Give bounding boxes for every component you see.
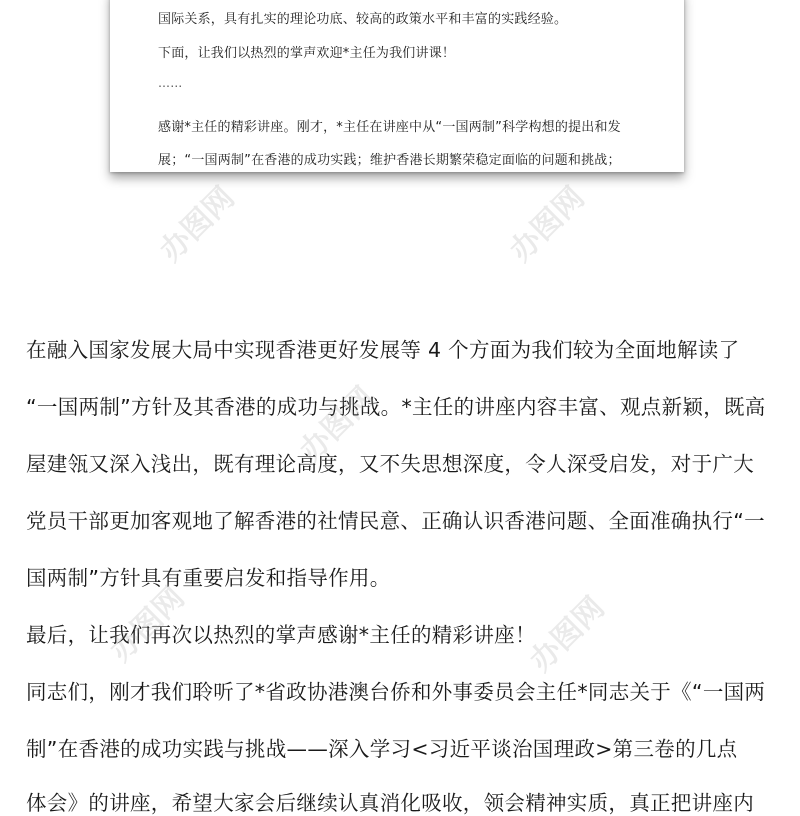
watermark: 办图网 xyxy=(103,580,192,669)
watermark: 办图网 xyxy=(293,380,382,469)
body-line-3: 屋建瓴又深入浅出，既有理论高度，又不失思想深度，令人深受启发，对于广大 xyxy=(26,452,754,476)
preview-line-ellipsis: …… xyxy=(158,76,183,90)
watermark: 办图网 xyxy=(523,590,612,679)
body-line-6: 最后，让我们再次以热烈的掌声感谢*主任的精彩讲座！ xyxy=(26,623,536,647)
body-line-1: 在融入国家发展大局中实现香港更好发展等 4 个方面为我们较为全面地解读了 xyxy=(26,338,740,362)
body-line-5: 国两制”方针具有重要启发和指导作用。 xyxy=(26,566,391,590)
body-line-2: “一国两制”方针及其香港的成功与挑战。*主任的讲座内容丰富、观点新颖，既高 xyxy=(26,395,766,419)
body-line-9: 体会》的讲座，希望大家会后继续认真消化吸收，领会精神实质，真正把讲座内 xyxy=(26,791,754,815)
body-line-7: 同志们，刚才我们聆听了*省政协港澳台侨和外事委员会主任*同志关于《“一国两 xyxy=(26,680,766,704)
preview-line-4: 感谢*主任的精彩讲座。刚才，*主任在讲座中从“一国两制”科学构想的提出和发 xyxy=(158,120,621,135)
document-preview-card xyxy=(110,0,684,172)
preview-line-1: 国际关系，具有扎实的理论功底、较高的政策水平和丰富的实践经验。 xyxy=(158,12,568,27)
body-line-4: 党员干部更加客观地了解香港的社情民意、正确认识香港问题、全面准确执行“一 xyxy=(26,509,765,533)
preview-line-5: 展；“一国两制”在香港的成功实践；维护香港长期繁荣稳定面临的问题和挑战； xyxy=(158,153,621,168)
watermark: 办图网 xyxy=(503,180,592,269)
body-line-8: 制”在香港的成功实践与挑战——深入学习<习近平谈治国理政>第三卷的几点 xyxy=(26,737,738,761)
watermark: 办图网 xyxy=(153,180,242,269)
preview-line-2: 下面，让我们以热烈的掌声欢迎*主任为我们讲课！ xyxy=(158,46,456,61)
